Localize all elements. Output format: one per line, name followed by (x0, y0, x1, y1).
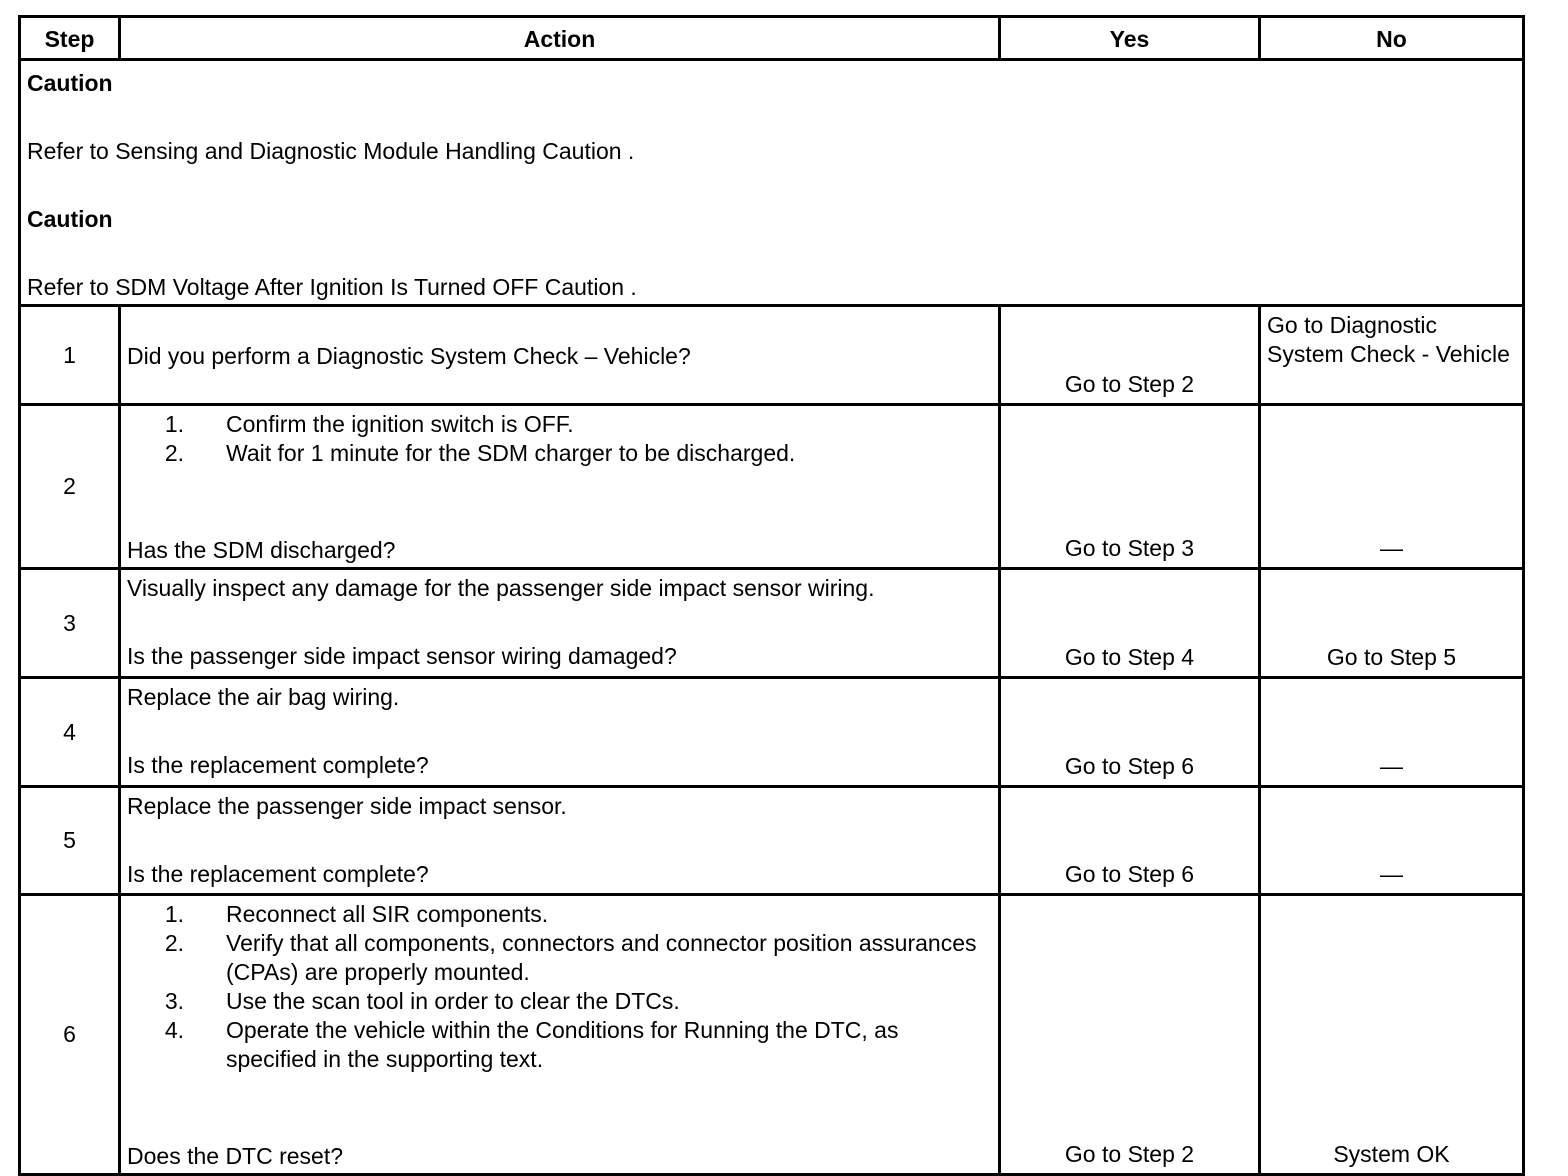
action-cell (120, 678, 1000, 787)
yes-link[interactable]: Go to Step 2 (1000, 306, 1260, 405)
procedure-list (127, 900, 992, 1074)
list-item: 4. Operate the vehicle within the Conditions for Running the DTC, as specified in the supporting text. (164, 1017, 899, 1072)
question-text: Is the replacement complete? (127, 861, 429, 887)
caution-title: Caution (27, 70, 113, 96)
step-number: 3 (20, 569, 120, 678)
table-row (20, 895, 1524, 1175)
caution-cell (20, 60, 1524, 306)
step-number: 5 (20, 787, 120, 895)
step-number: 2 (20, 405, 120, 569)
action-text: Did you perform a Diagnostic System Check – Vehicle? (120, 306, 1000, 405)
table-row (20, 787, 1524, 895)
question-text: Is the passenger side impact sensor wiring damaged? (127, 643, 677, 669)
question-text: Does the DTC reset? (127, 1143, 344, 1169)
action-text: Replace the air bag wiring. (127, 684, 400, 710)
step-number: 6 (20, 895, 120, 1175)
caution-row (20, 60, 1524, 306)
no-value: — (1260, 678, 1524, 787)
table-row (20, 405, 1524, 569)
list-item: 3. Use the scan tool in order to clear the DTCs. (164, 988, 680, 1014)
yes-link[interactable]: Go to Step 6 (1000, 678, 1260, 787)
caution-block (27, 205, 1516, 302)
header-step: Step (20, 17, 120, 60)
no-value: — (1260, 405, 1524, 569)
header-no: No (1260, 17, 1524, 60)
yes-link[interactable]: Go to Step 2 (1000, 895, 1260, 1175)
no-link[interactable]: Go to Diagnostic System Check - Vehicle (1260, 306, 1524, 405)
table-row (20, 306, 1524, 405)
yes-link[interactable]: Go to Step 3 (1000, 405, 1260, 569)
action-text: Replace the passenger side impact sensor. (127, 793, 567, 819)
step-number: 1 (20, 306, 120, 405)
no-value: System OK (1260, 895, 1524, 1175)
header-action: Action (120, 17, 1000, 60)
caution-title: Caution (27, 206, 113, 232)
question-text: Is the replacement complete? (127, 752, 429, 778)
no-link[interactable]: Go to Step 5 (1260, 569, 1524, 678)
question-text: Has the SDM discharged? (127, 537, 396, 563)
action-cell (120, 895, 1000, 1175)
step-number: 4 (20, 678, 120, 787)
action-cell (120, 405, 1000, 569)
caution-block (27, 69, 1516, 166)
action-text: Visually inspect any damage for the passenger side impact sensor wiring. (127, 575, 875, 601)
action-cell (120, 787, 1000, 895)
yes-link[interactable]: Go to Step 6 (1000, 787, 1260, 895)
action-cell (120, 569, 1000, 678)
no-value: — (1260, 787, 1524, 895)
header-row (20, 17, 1524, 60)
diagnostic-table (18, 15, 1525, 1176)
table-row (20, 569, 1524, 678)
caution-text: Refer to SDM Voltage After Ignition Is Turned OFF Caution . (27, 274, 637, 300)
list-item: 2. Wait for 1 minute for the SDM charger to be discharged. (164, 440, 796, 466)
caution-text: Refer to Sensing and Diagnostic Module Handling Caution . (27, 138, 635, 164)
list-item: 2. Verify that all components, connectors and connector position assurances (CPAs) are properly mounted. (164, 930, 977, 985)
header-yes: Yes (1000, 17, 1260, 60)
table-row (20, 678, 1524, 787)
list-item: 1. Confirm the ignition switch is OFF. (164, 411, 574, 437)
procedure-list (127, 410, 992, 468)
list-item: 1. Reconnect all SIR components. (164, 901, 549, 927)
yes-link[interactable]: Go to Step 4 (1000, 569, 1260, 678)
